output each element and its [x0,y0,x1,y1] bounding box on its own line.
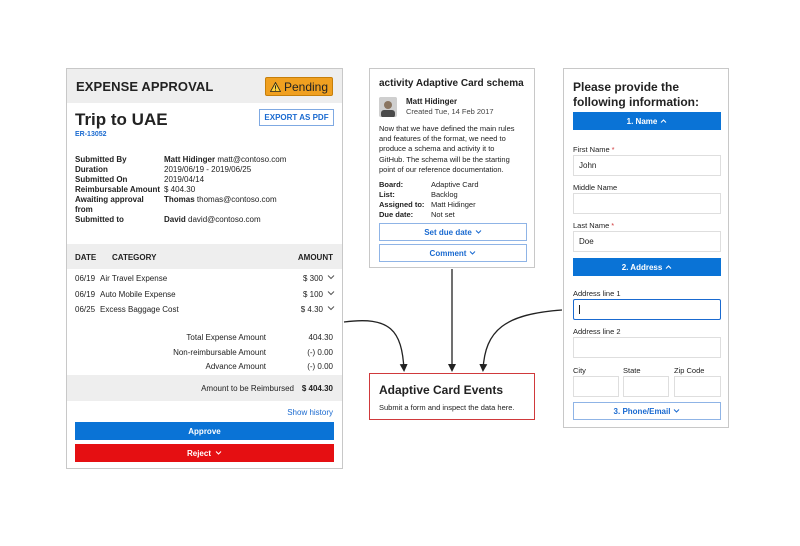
last-name-label: Last Name * [573,221,615,230]
total-value: (-) 0.00 [307,362,333,371]
reimbursed-value: $ 404.30 [301,384,333,393]
reimbursed-label: Amount to be Reimbursed [201,384,294,393]
detail-name: David [164,215,186,224]
first-name-field[interactable]: John [573,155,721,176]
detail-key: Duration [75,165,108,174]
row-category: Air Travel Expense [100,274,168,283]
activity-title: activity Adaptive Card schema [379,78,524,89]
total-value: 404.30 [308,333,333,342]
fact-key: Board: [379,180,404,189]
events-subtitle: Submit a form and inspect the data here. [379,403,515,412]
expense-header-title: EXPENSE APPROVAL [76,79,214,94]
detail-key: Awaiting approval [75,195,144,204]
arrow-form-to-events [483,310,562,370]
reject-label: Reject [186,448,211,458]
report-id-link[interactable]: ER-13052 [75,131,107,138]
detail-value: 2019/04/14 [164,175,205,184]
total-label: Advance Amount [205,362,266,371]
detail-key: Submitted On [75,175,128,184]
address-line1-label: Address line 1 [573,289,621,298]
required-marker: * [611,221,615,230]
trip-title: Trip to UAE [75,110,168,129]
form-title-line: Please provide the [573,80,680,94]
city-label: City [573,366,586,375]
fact-key: Due date: [379,210,414,219]
row-date: 06/19 [75,290,96,299]
fact-value: Adaptive Card [431,180,479,189]
detail-email: matt@contoso.com [217,155,287,164]
required-marker: * [611,145,615,154]
arrow-expense-to-events [344,321,404,370]
section-label: 3. Phone/Email [613,406,671,416]
description-line: GitHub. The schema will be the starting [379,154,510,164]
approve-button[interactable]: Approve [75,422,334,440]
set-due-date-label: Set due date [424,227,472,237]
row-date: 06/19 [75,274,96,283]
detail-email: thomas@contoso.com [196,195,277,204]
state-label: State [623,366,641,375]
fact-key: List: [379,190,395,199]
detail-key-cont: from [75,205,93,214]
show-history-link[interactable]: Show history [287,408,333,417]
status-text: Pending [283,79,329,94]
fact-value: Matt Hidinger [431,200,476,209]
column-amount: AMOUNT [297,253,333,262]
column-category: CATEGORY [112,253,157,262]
last-name-field[interactable]: Doe [573,231,721,252]
address-line2-label: Address line 2 [573,327,621,336]
created-date: Created Tue, 14 Feb 2017 [406,107,494,116]
column-date: DATE [75,253,97,262]
section-label: 2. Address [621,262,663,272]
total-label: Total Expense Amount [186,333,266,342]
detail-name: Matt Hidinger [164,155,216,164]
events-title: Adaptive Card Events [379,383,504,397]
detail-email: david@contoso.com [188,215,261,224]
detail-name: Thomas [164,195,195,204]
row-category: Excess Baggage Cost [100,305,179,314]
detail-value: 2019/06/19 - 2019/06/25 [164,165,252,174]
total-value: (-) 0.00 [307,348,333,357]
row-amount: $ 4.30 [300,305,323,314]
description-line: produce a schema and activity it to [379,144,495,154]
fact-value: Not set [431,210,455,219]
description-line: point of our reference documentation. [379,164,504,174]
zip-code-label: Zip Code [674,366,705,375]
fact-value: Backlog [431,190,458,199]
detail-key: Submitted to [75,215,124,224]
description-line: and features of the format, we need to [379,134,506,144]
row-category: Auto Mobile Expense [100,290,176,299]
detail-value: $ 404.30 [164,185,196,194]
row-amount: $ 300 [302,274,323,283]
middle-name-label: Middle Name [573,183,618,192]
comment-label: Comment [429,248,467,258]
description-line: Now that we have defined the main rules [379,124,515,133]
export-pdf-button[interactable]: EXPORT AS PDF [259,109,334,126]
first-name-label: First Name * [573,145,615,154]
total-label: Non-reimbursable Amount [173,348,266,357]
form-title-line: following information: [573,95,699,109]
fact-key: Assigned to: [379,200,425,209]
author-name: Matt Hidinger [406,97,458,106]
detail-key: Reimbursable Amount [75,185,161,194]
row-date: 06/25 [75,305,96,314]
row-amount: $ 100 [302,290,323,299]
section-label: 1. Name [626,116,658,126]
detail-key: Submitted By [75,155,127,164]
